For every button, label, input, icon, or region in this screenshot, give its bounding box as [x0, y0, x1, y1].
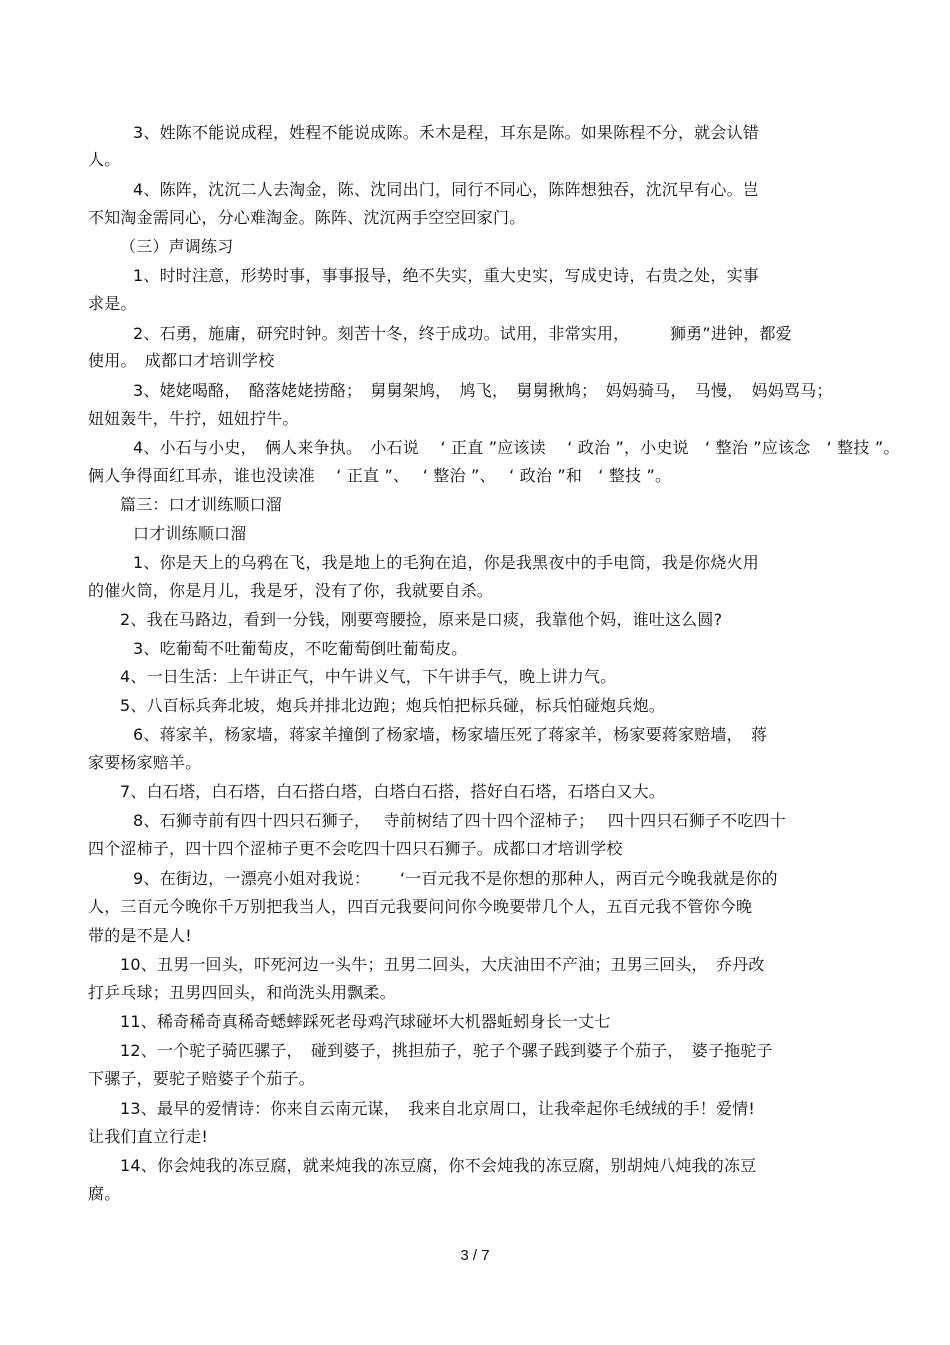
- text-line: 5、八百标兵奔北坡，炮兵并排北边跑；炮兵怕把标兵碰，标兵怕碰炮兵炮。: [120, 696, 665, 715]
- text-line: 3、吃葡萄不吐葡萄皮，不吃葡萄倒吐葡萄皮。: [133, 639, 468, 658]
- section-heading: 篇三：口才训练顺口溜: [120, 495, 283, 514]
- text-line: 的催火筒，你是月儿，我是牙，没有了你，我就要自杀。: [88, 581, 494, 600]
- text-line: 人，三百元今晚你千万别把我当人，四百元我要问问你今晚要带几个人，五百元我不管你今晚: [88, 897, 753, 916]
- text-line: 家要杨家赔羊。: [88, 753, 202, 772]
- text-line: 人。: [88, 150, 121, 169]
- text-line: 7、白石塔，白石塔，白石搭白塔，白塔白石搭，搭好白石塔，石塔白又大。: [120, 782, 665, 801]
- text-line: 13、最早的爱情诗：你来自云南元谋， 我来自北京周口，让我牵起你毛绒绒的手！爱情!: [120, 1099, 755, 1118]
- text-line: 不知淘金需同心，分心难淘金。陈阵、沈沉两手空空回家门。: [88, 208, 526, 227]
- text-line: 让我们直立行走!: [88, 1127, 209, 1146]
- text-line: 4、一日生活：上午讲正气，中午讲义气，下午讲手气，晚上讲力气。: [120, 667, 617, 686]
- text-line: 3、姥姥喝酪， 酪落姥姥捞酪； 舅舅架鸠， 鸠飞， 舅舅揪鸠； 妈妈骑马， 马慢， 妈妈骂马；: [133, 381, 833, 400]
- text-line: 3、姓陈不能说成程，姓程不能说成陈。禾木是程，耳东是陈。如果陈程不分，就会认错: [133, 123, 759, 142]
- text-line: 2、石勇，施庸，研究时钟。刻苦十冬，终于成功。试用，非常实用， 狮勇”进钟，都爱: [133, 324, 792, 343]
- text-line: 6、蒋家羊，杨家墙，蒋家羊撞倒了杨家墙，杨家墙压死了蒋家羊，杨家要蒋家赔墙， 蒋: [133, 725, 768, 744]
- text-line: 12、一个驼子骑匹骡子， 碰到婆子，挑担茄子，驼子个骡子践到婆子个茄子， 婆子拖驼子: [120, 1041, 773, 1060]
- text-line: 俩人争得面红耳赤，谁也没读准 ‘ 正直 ”、 ‘ 整治 ”、 ‘ 政治 ”和 ‘ 整技 ”。: [88, 466, 672, 485]
- text-line: 4、小石与小史， 俩人来争执。 小石说 ‘ 正直 ”应该读 ‘ 政治 ”，小史说 ‘ 整治 ”应该念 ‘ 整技 ”。: [133, 438, 900, 457]
- text-line: 腐。: [88, 1184, 121, 1203]
- text-line: 4、陈阵，沈沉二人去淘金，陈、沈同出门，同行不同心，陈阵想独吞，沈沉早有心。岂: [133, 180, 759, 199]
- text-line: 求是。: [88, 294, 137, 313]
- text-line: 妞妞轰牛，牛拧，妞妞拧牛。: [88, 409, 299, 428]
- text-line: 1、你是天上的乌鸦在飞，我是地上的毛狗在追，你是我黑夜中的手电筒，我是你烧火用: [133, 553, 759, 572]
- text-line: 使用。 成都口才培训学校: [88, 351, 275, 370]
- text-line: 2、我在马路边，看到一分钱，刚要弯腰捡，原来是口痰，我靠他个妈，谁吐这么圆?: [120, 610, 723, 629]
- text-line: 14、你会炖我的冻豆腐，就来炖我的冻豆腐，你不会炖我的冻豆腐，别胡炖八炖我的冻豆: [120, 1156, 757, 1175]
- text-line: 11、稀奇稀奇真稀奇蟋蟀踩死老母鸡汽球碰坏大机器蚯蚓身长一丈七: [120, 1012, 611, 1031]
- section-heading: （三）声调练习: [120, 237, 234, 256]
- text-line: 下骡子，要驼子赔婆子个茄子。: [88, 1069, 315, 1088]
- subsection-heading: 口才训练顺口溜: [133, 524, 247, 543]
- text-line: 8、石狮寺前有四十四只石狮子， 寺前树结了四十四个涩柿子； 四十四只石狮子不吃四十: [133, 811, 786, 830]
- text-line: 打乒乓球；丑男四回头，和尚洗头用飘柔。: [88, 983, 396, 1002]
- page-number: 3 / 7: [460, 1247, 490, 1264]
- text-line: 10、丑男一回头，吓死河边一头牛；丑男二回头，大庆油田不产油；丑男三回头， 乔丹改: [120, 955, 765, 974]
- text-line: 四个涩柿子，四十四个涩柿子更不会吃四十四只石狮子。成都口才培训学校: [88, 839, 623, 858]
- text-line: 1、时时注意，形势时事，事事报导，绝不失实，重大史实，写成史诗，右贵之处，实事: [133, 266, 759, 285]
- text-line: 9、在街边，一漂亮小姐对我说： ‘一百元我不是你想的那种人，两百元今晚我就是你的: [133, 869, 778, 888]
- text-line: 带的是不是人!: [88, 926, 192, 945]
